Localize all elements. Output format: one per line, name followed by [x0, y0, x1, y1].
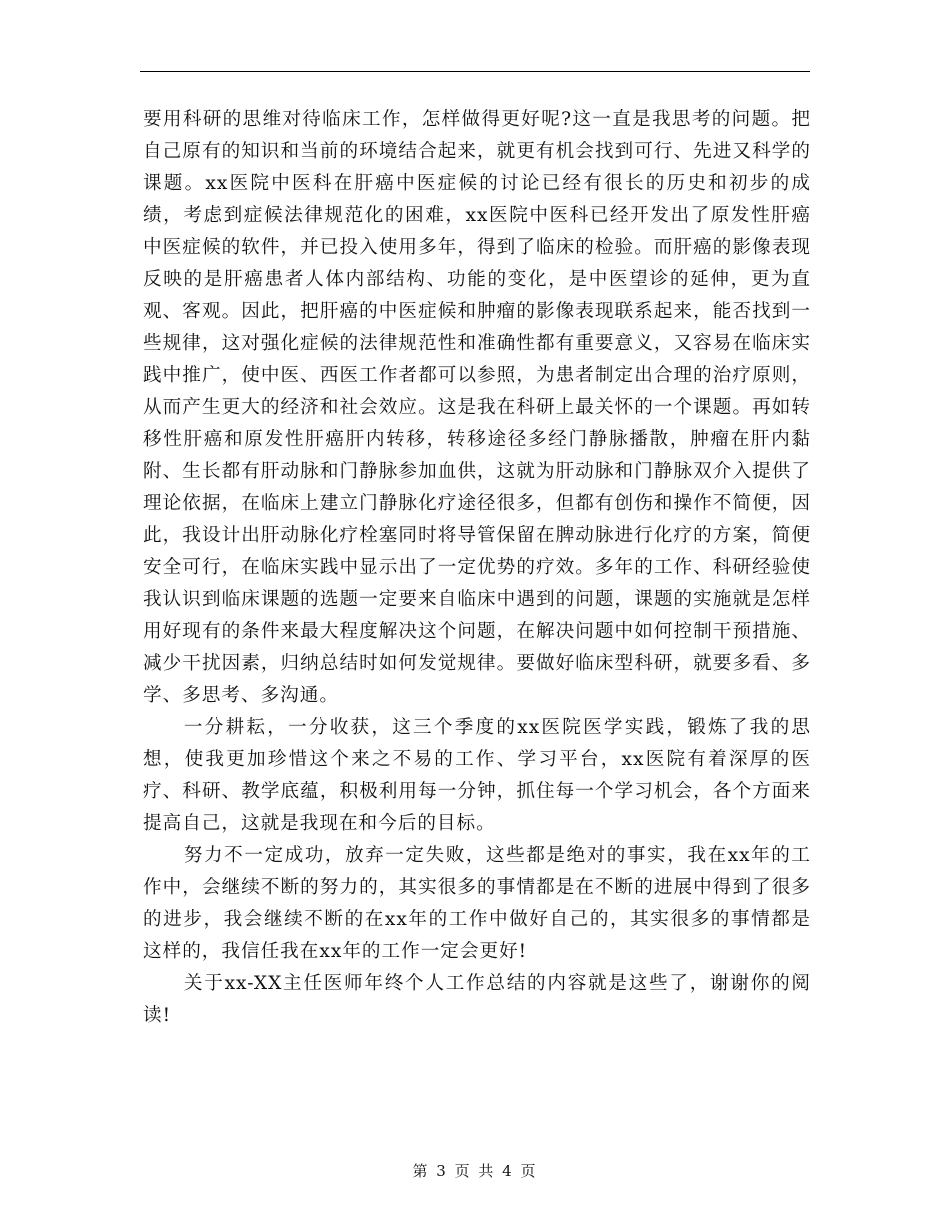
- paragraph: 关于xx-XX主任医师年终个人工作总结的内容就是这些了，谢谢你的阅读!: [143, 973, 811, 1026]
- header-rule: [140, 71, 810, 72]
- paragraph: 努力不一定成功，放弃一定失败，这些都是绝对的事实，我在xx年的工作中，会继续不断的努力的，其实很多的事情都是在不断的进展中得到了很多的进步，我会继续不断的在xx年的工作中做好自己的，其实很多的事情都是这样的，我信任我在xx年的工作一定会更好!: [143, 845, 811, 962]
- document-body: [143, 104, 811, 1032]
- page-number: 第 3 页 共 4 页: [412, 1162, 538, 1180]
- paragraph: 一分耕耘，一分收获，这三个季度的xx医院医学实践，锻炼了我的思想，使我更加珍惜这个来之不易的工作、学习平台，xx医院有着深厚的医疗、科研、教学底蕴，积极利用每一分钟，抓住每一个学习机会，各个方面来提高自己，这就是我现在和今后的目标。: [143, 717, 811, 834]
- paragraph-continued: 要用科研的思维对待临床工作，怎样做得更好呢?这一直是我思考的问题。把自己原有的知识和当前的环境结合起来，就更有机会找到可行、先进又科学的课题。xx医院中医科在肝癌中医症候的讨论已经有很长的历史和初步的成绩，考虑到症候法律规范化的困难，xx医院中医科已经开发出了原发性肝癌中医症候的软件，并已投入使用多年，得到了临床的检验。而肝癌的影像表现反映的是肝癌患者人体内部结构、功能的变化，是中医望诊的延伸，更为直观、客观。因此，把肝癌的中医症候和肿瘤的影像表现联系起来，能否找到一些规律，这对强化症候的法律规范性和准确性都有重要意义，又容易在临床实践中推广，使中医、西医工作者都可以参照，为患者制定出合理的治疗原则，从而产生更大的经济和社会效应。这是我在科研上最关怀的一个课题。再如转移性肝癌和原发性肝癌肝内转移，转移途径多经门静脉播散，肿瘤在肝内黏附、生长都有肝动脉和门静脉参加血供，这就为肝动脉和门静脉双介入提供了理论依据，在临床上建立门静脉化疗途径很多，但都有创伤和操作不简便，因此，我设计出肝动脉化疗栓塞同时将导管保留在脾动脉进行化疗的方案，简便安全可行，在临床实践中显示出了一定优势的疗效。多年的工作、科研经验使我认识到临床课题的选题一定要来自临床中遇到的问题，课题的实施就是怎样用好现有的条件来最大程度解决这个问题，在解决问题中如何控制干预措施、减少干扰因素，归纳总结时如何发觉规律。要做好临床型科研，就要多看、多学、多思考、多沟通。: [143, 109, 811, 706]
